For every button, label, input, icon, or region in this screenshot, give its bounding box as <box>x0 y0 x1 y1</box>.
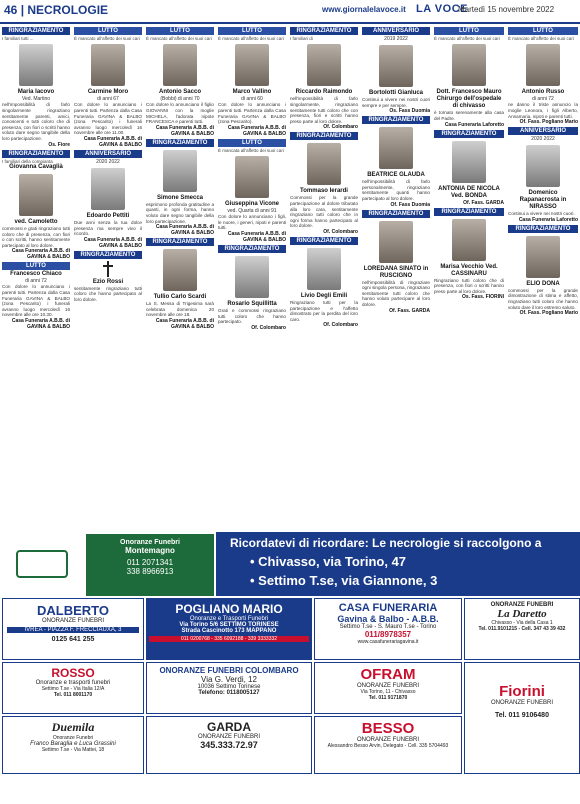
notice-text: Con dolore lo annunciano i parenti tutti. Partenza dalla Casa Funeraria GAVINA & BALBO (zona Pescarito) i funerali avranno luogo mercoledì 16 novembre alle ore 10.30. <box>2 284 70 318</box>
band-lutto: LUTTO <box>434 27 504 35</box>
ad-title: Duemila <box>51 720 95 734</box>
ad-address: Strada Cascinotto 173 MAPPANO <box>181 628 277 634</box>
band-anniversario: ANNIVERSARIO <box>508 127 578 135</box>
portrait-photo <box>307 143 341 185</box>
portrait-photo <box>452 141 486 183</box>
portrait-photo <box>379 221 413 263</box>
notice-text: nell'impossibilità di ringraziare ogni singola persona, ringraziano sentitamente tutti coloro che hanno voluto partecipare al loro dolore. <box>362 279 430 307</box>
notice-signature: Of. Fass. GARDA <box>463 199 504 206</box>
portrait-photo <box>379 127 413 169</box>
reminder-title: Ricordatevi di ricordare: Le necrologie si raccolgono a <box>230 536 542 550</box>
intro-text: È mancata all'affetto dei suoi cari <box>218 147 284 153</box>
band-ringraziamento: RINGRAZIAMENTO <box>434 208 504 216</box>
deceased-name: ANTONIA DE NICOLA Ved. BONDA <box>438 185 500 199</box>
ad-subtitle: Onoranze Funebri <box>52 735 94 741</box>
deceased-name: Marco Vallino <box>232 89 272 96</box>
deceased-name: BEATRICE GLAUDA <box>367 172 425 179</box>
notice-text: Continui a vivere nei nostri cuori sempre e per sempre. <box>362 97 430 108</box>
notice-text: commossi per la grande dimostrazione di stima e affetto, ringraziano tutti coloro che hanno voluto dare il loro estremo saluto. <box>508 287 578 310</box>
portrait-photo <box>526 236 560 278</box>
band-lutto: LUTTO <box>74 27 142 35</box>
notice-signature: Casa Funeraria A.B.B. di GAVINA & BALBO <box>155 124 214 137</box>
notice-text: ne danno il triste annuncio la moglie Leonora, i figli Alberto, Annamaria, nipoti e parenti tutti. <box>508 102 578 119</box>
deceased-name: Giovanna Cavaglià <box>9 163 63 170</box>
ad-colombaro[interactable] <box>146 662 312 714</box>
notice-text: nell'impossibilità di farlo singolarmente, ringraziano sentitamente tutti coloro che con presenza, fiori e scritti hanno preso parte al loro dolore. <box>290 96 358 124</box>
band-lutto: LUTTO <box>218 139 286 147</box>
intro-text: È mancato all'affetto dei suoi cari <box>434 36 500 41</box>
band-anniversario: ANNIVERSARIO <box>74 150 142 158</box>
notice-text: Continui a vivere nei nostri cuori. <box>508 211 575 217</box>
notice-signature: Of. Fass. Pogliano Mario <box>519 310 578 317</box>
ad-title: OFRAM <box>360 666 416 683</box>
ad-address: Settimo T.se - Via Italia 12/A <box>41 686 105 692</box>
intro-text: È mancato all'affetto dei suoi cari <box>508 36 574 41</box>
ad-phone: Tel. 011 9106480 <box>495 712 549 719</box>
deceased-name: Antonio Russo <box>521 89 565 96</box>
portrait-photo <box>91 44 125 86</box>
ad-ofram[interactable] <box>314 662 462 714</box>
band-ringraziamento: RINGRAZIAMENTO <box>2 150 70 158</box>
notice-signature: Casa Funeraria A.B.B. di GAVINA & BALBO <box>155 317 214 330</box>
deceased-name: Dott. Francesco Mauro Chirurgo dell'ospedale di chivasso <box>436 89 502 110</box>
deceased-name: Ezio Rossi <box>92 278 124 285</box>
notice-text: commossi e grati ringraziano tutti coloro che di presenza, con fiori o con scritti, hanno sentitamente partecipato al loro dolore. <box>2 225 70 248</box>
ad-phone: Tel. 011 8001170 <box>53 692 93 698</box>
deceased-name: ved. Camoletto <box>14 218 58 225</box>
portrait-photo <box>163 44 197 86</box>
ad-title: ROSSO <box>51 666 95 680</box>
page-number: 46 <box>4 3 18 17</box>
deceased-name: Giuseppina Vicone <box>225 201 279 208</box>
logo-icon <box>16 550 68 578</box>
portrait-photo <box>163 249 197 291</box>
band-ringraziamento: RINGRAZIAMENTO <box>146 139 214 147</box>
deceased-name: Marisa Vecchio Ved. CASSINARU <box>440 263 498 277</box>
deceased-name: Simone Smecca <box>156 194 204 201</box>
obituary-column-4 <box>218 25 286 532</box>
reminder-location-2: • Settimo T.se, via Giannone, 3 <box>250 573 438 588</box>
notice-text: Ringraziano tutti coloro che di presenza, con fiori o scritti hanno preso parte al loro dolore. <box>434 277 504 294</box>
ad-logo-small <box>2 536 82 592</box>
obituary-column-1 <box>2 25 70 532</box>
notice-signature: Casa Funeraria A.B.B. di GAVINA & BALBO <box>11 317 70 330</box>
ad-title: POGLIANO MARIO <box>175 602 283 616</box>
ad-subtitle: ONORANZE FUNEBRI <box>490 700 553 706</box>
band-anniversario: ANNIVERSARIO <box>362 27 430 35</box>
deceased-name: Carmine Moro <box>87 89 129 96</box>
ad-subtitle: ONORANZE FUNEBRI <box>197 734 260 740</box>
deceased-name: Maria Iacovo <box>17 89 55 96</box>
section-title: NECROLOGIE <box>27 3 109 17</box>
notice-signature: Of. Colombaro <box>323 124 358 131</box>
notice-signature: Of. Fass. Pogliano Mario <box>519 119 578 126</box>
ad-address: Settimo T.se - Via Mattei, 18 <box>41 747 105 753</box>
band-ringraziamento: RINGRAZIAMENTO <box>290 27 358 35</box>
deceased-name: Riccardo Raimondo <box>295 89 353 96</box>
intro-text: I familiari tutti ... <box>2 36 34 41</box>
ad-subtitle: Gavina & Balbo - A.B.B. <box>337 614 439 624</box>
deceased-subtitle: ved. Quarta di anni 91 <box>227 208 277 215</box>
notice-signature: Casa Funeraria Laforetto <box>518 216 578 223</box>
ad-title: Onoranze Funebri <box>120 539 180 546</box>
portrait-photo <box>307 44 341 86</box>
ad-subtitle: ONORANZE FUNEBRI <box>356 683 419 689</box>
intro-text: È mancato all'affetto dei suoi cari <box>146 36 212 41</box>
cross-icon <box>102 261 114 277</box>
portrait-photo <box>235 256 269 298</box>
deceased-name: Francesco Chiaco <box>10 271 62 278</box>
ad-dalberto[interactable] <box>2 598 144 660</box>
reminder-location-1: • Chivasso, via Torino, 47 <box>250 554 407 569</box>
deceased-name: Livio Degli Emili <box>300 292 348 299</box>
ad-subtitle: La Daretto <box>497 608 547 620</box>
deceased-name: Rosario Squillitta <box>227 300 277 307</box>
portrait-photo <box>19 174 53 216</box>
deceased-name: Edoardo Pettiti <box>86 212 130 219</box>
ad-title: CASA FUNERARIA <box>338 602 438 614</box>
notice-text: La S. Messa di Trigesima sarà celebrata domenica 20 novembre alle ore 18. <box>146 301 214 318</box>
deceased-subtitle: di anni 72 <box>532 96 554 103</box>
ad-phone: Tel. 011 9171870 <box>368 695 408 701</box>
ad-gavina-balbo[interactable] <box>314 598 462 660</box>
notice-signature: Casa Funeraria A.B.B. di GAVINA & BALBO <box>83 236 142 249</box>
notice-signature: Os. Fass. FIORINI <box>462 294 504 301</box>
obituary-column-2 <box>74 25 142 532</box>
anniversary-years: 2019 2022 <box>384 36 408 42</box>
ad-address: Alessandro Besso Arvin, Delegato - Cell. 335 5704493 <box>327 743 449 749</box>
obituary-column-3 <box>146 25 214 532</box>
notice-signature: Casa Funeraria A.B.B. di GAVINA & BALBO <box>155 224 214 237</box>
deceased-name: LOREDANA SINATO in RUSCIGNO <box>363 265 429 279</box>
notice-text: nell'impossibilità di farlo singolarmente ringraziano sentitamente parenti, amici, conoscenti e tutti coloro che di presenza, con fiori o scritti hanno voluto dare segno tangibile della loro partecipazione. <box>2 102 70 141</box>
intro-text: I familiari della compianta <box>2 158 53 164</box>
obituary-column-7 <box>434 25 504 532</box>
ad-la-daretto[interactable] <box>464 598 580 660</box>
ad-phone: 011 2071341 <box>126 558 174 567</box>
obituary-column-5 <box>290 25 358 532</box>
portrait-photo <box>526 44 560 86</box>
ad-phone: 011/8978357 <box>364 630 412 639</box>
band-ringraziamento: RINGRAZIAMENTO <box>146 238 214 246</box>
ad-phone: 338 8966913 <box>126 567 174 576</box>
notice-text: esprimono profonda gratitudine a quanti, in ogni forma, hanno voluto dare segno tangibile della loro partecipazione. <box>146 201 214 224</box>
portrait-photo <box>452 219 486 261</box>
intro-text: I familiari di <box>290 36 313 41</box>
paper-name: LA VOCE <box>416 3 468 15</box>
ad-names: Franco Baraglia e Luca Grassini <box>30 741 116 747</box>
ad-title: ONORANZE FUNEBRI COLOMBARO <box>159 666 299 675</box>
band-ringraziamento: RINGRAZIAMENTO <box>290 132 358 140</box>
website-url[interactable]: www.giornalelavoce.it <box>322 5 406 14</box>
notice-text: Grati e commossi ringraziano tutti coloro che hanno partecipato. <box>218 307 286 325</box>
notice-signature: Of. Colombaro <box>323 228 358 235</box>
ad-phone: 345.333.72.97 <box>200 740 258 750</box>
ad-address: Settimo T.se - S. Mauro T.se - Torino <box>339 624 437 630</box>
intro-text: È mancato all'affetto dei suoi cari <box>74 36 140 41</box>
band-ringraziamento: RINGRAZIAMENTO <box>508 225 578 233</box>
ad-title: Fiorini <box>499 683 545 700</box>
ad-garda[interactable] <box>146 716 312 774</box>
ad-address: Chivasso - Via della Casa 1 <box>491 620 553 626</box>
notice-signature: Of. Fass Duomia <box>390 201 430 208</box>
notice-signature: Casa Funeraria A.B.B. di GAVINA & BALBO <box>227 124 286 137</box>
band-ringraziamento: RINGRAZIAMENTO <box>218 245 286 253</box>
band-ringraziamento: RINGRAZIAMENTO <box>290 237 358 245</box>
portrait-photo <box>526 145 560 187</box>
reminder-banner <box>216 532 580 596</box>
band-lutto: LUTTO <box>2 262 70 270</box>
portrait-photo <box>235 156 269 198</box>
ad-rosso[interactable] <box>2 662 144 714</box>
ad-title: GARDA <box>207 720 251 734</box>
ad-subtitle: ONORANZE FUNEBRI <box>41 618 104 624</box>
ad-besso[interactable] <box>314 716 462 774</box>
anniversary-years: 2020 2022 <box>96 158 120 165</box>
ad-title: BESSO <box>361 720 415 737</box>
obituary-column-8 <box>508 25 578 532</box>
notice-text: Con dolore lo annunciano i figli, le nuore, i generi, nipoti e parenti tutti. <box>218 214 286 231</box>
notice-signature: Casa Funeraria A.B.B. di GAVINA & BALBO <box>83 135 142 148</box>
portrait-photo <box>452 44 486 86</box>
notice-signature: Casa Funeraria A.B.B. di GAVINA & BALBO <box>11 248 70 261</box>
notice-text: nell'impossibilità di farlo personalmente, ringraziano sentitamente quanti hanno partecipato al loro dolore. <box>362 179 430 201</box>
obituary-column-6 <box>362 25 430 532</box>
deceased-subtitle: di anni 67 <box>97 96 119 103</box>
portrait-photo <box>307 248 341 290</box>
band-ringraziamento: RINGRAZIAMENTO <box>2 27 70 35</box>
ad-phone: 0125 641 255 <box>51 636 95 643</box>
notice-text: Con dolore lo annunciano i parenti tutti. Partenza dalla Casa Funeraria GAVINA & BALBO (zona Pescarito) i funerali avranno luogo mercoledì 16 novembre alle ore 11.00. <box>74 102 142 136</box>
band-lutto: LUTTO <box>508 27 578 35</box>
portrait-photo <box>19 44 53 86</box>
ad-duemila[interactable] <box>2 716 144 774</box>
notice-text: sentitamente ringraziano tutti coloro che hanno partecipato al loro dolore. <box>74 285 142 302</box>
deceased-name: Tommaso Ierardi <box>300 188 348 195</box>
ad-fiorini[interactable] <box>464 662 580 774</box>
ad-subtitle: ONORANZE FUNEBRI <box>356 737 419 743</box>
ad-website: www.casafunerariagavina.it <box>357 639 419 645</box>
deceased-name: Bortolotti Gianluca <box>369 90 423 96</box>
band-lutto: LUTTO <box>218 27 286 35</box>
deceased-name: ELIO DONA <box>526 280 560 287</box>
notice-text: Con dolore lo annunciano i parenti tutti. Partenza dalla Casa Funeraria GAVINA & BALBO (zona Pescarito). <box>218 102 286 125</box>
ad-phone: Tel. 011.9101215 - Cell. 347 43 39 432 <box>478 626 566 632</box>
ad-address: 10036 Settimo Torinese <box>197 684 261 690</box>
ad-phone: 011 0200768 - 335 6092188 - 339 3333332 <box>149 636 309 642</box>
band-lutto: LUTTO <box>146 27 214 35</box>
issue-date: Martedì 15 novembre 2022 <box>458 5 555 14</box>
deceased-subtitle: di anni 60 <box>241 96 263 103</box>
ad-address: Via G. Verdi, 12 <box>201 675 257 684</box>
deceased-subtitle: di anni 72 <box>25 278 47 285</box>
notice-signature: Casa Funeraria A.B.B. di GAVINA & BALBO <box>227 230 286 243</box>
ad-subtitle: Montemagno <box>125 546 175 555</box>
notice-signature: Of. Colombaro <box>323 322 358 329</box>
portrait-photo <box>235 44 269 86</box>
ad-title: ONORANZE FUNEBRI <box>490 602 554 608</box>
ad-pogliano[interactable] <box>146 598 312 660</box>
ad-address: Via Torino 5/6 SETTIMO TORINESE <box>179 622 279 628</box>
notice-text: Con dolore lo annunciano il figlio GIOVANNI con la moglie MICHELA, l'adorata nipote FRANCESCA e parenti tutti. <box>146 102 214 125</box>
ad-phone: Telefono: 0118005127 <box>198 690 260 696</box>
deceased-subtitle: Ved. Martino <box>21 96 51 103</box>
notice-signature: Of. Colombaro <box>251 324 286 331</box>
notice-signature: Casa Funeraria Laforetto <box>444 121 504 128</box>
notice-text: Ringraziano tutti per la partecipazione e l'affetto dimostrato per la perdita del loro caro. <box>290 299 358 322</box>
ad-subtitle: Onoranze e trasporti funebri <box>35 680 111 686</box>
intro-text: È mancato all'affetto dei suoi cari <box>218 36 284 41</box>
portrait-photo <box>379 45 413 87</box>
deceased-name: Antonio Sacco <box>158 89 201 96</box>
portrait-photo <box>91 168 125 210</box>
ad-address: Via Torino, 11 - Chivasso <box>360 689 416 695</box>
band-ringraziamento: RINGRAZIAMENTO <box>362 116 430 124</box>
band-ringraziamento: RINGRAZIAMENTO <box>362 210 430 218</box>
notice-text: Commossi per la grande partecipazione al dolore tributato alla loro cara, sentitamente ringraziano tutti coloro che in ogni forma hanno partecipato al loro dolore. <box>290 195 358 229</box>
band-ringraziamento: RINGRAZIAMENTO <box>74 251 142 259</box>
ad-subtitle: Onoranze e Trasporti Funebri <box>189 616 269 622</box>
ad-address: IVREA - PIAZZA F. FRECCIAUXA, 3 <box>7 627 139 633</box>
notice-text: è tornato serenamente alla casa del Padre. <box>434 110 504 121</box>
portrait-photo <box>163 150 197 192</box>
page-header: 46 | NECROLOGIE www.giornalelavoce.it LA VOCE Martedì 15 novembre 2022 <box>0 0 580 24</box>
band-ringraziamento: RINGRAZIAMENTO <box>434 130 504 138</box>
ad-title: DALBERTO <box>37 603 109 618</box>
deceased-name: Tullio Carlo Scardi <box>153 294 207 301</box>
notice-text: Due anni senza la tua dolce presenza ma sempre vivo il ricordo. <box>74 219 142 237</box>
deceased-name: Domenico Rapanacrosta in NIRASSO <box>519 190 567 211</box>
ad-montemagno[interactable] <box>86 534 214 596</box>
notice-signature: Os. Fass Duomia <box>389 108 430 115</box>
notice-signature: Os. Fiore <box>48 141 70 148</box>
anniversary-years: 2020 2022 <box>531 136 555 143</box>
notice-signature: Of. Fass. GARDA <box>389 307 430 314</box>
deceased-subtitle: (Bobbi) di anni 70 <box>160 96 200 103</box>
